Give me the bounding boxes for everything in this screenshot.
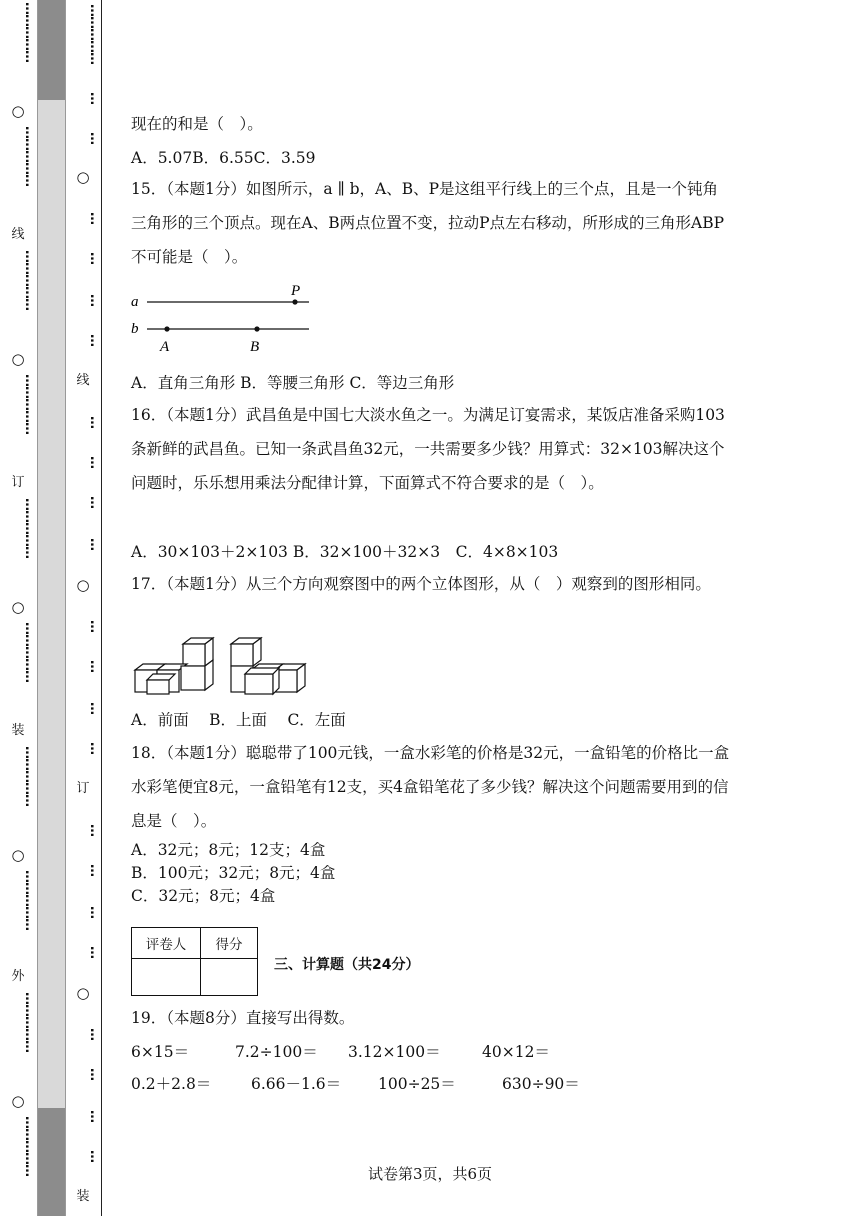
binding-label-order: 订: [76, 781, 90, 796]
score-table-score: 得分: [201, 928, 258, 959]
binding-circle: ○: [11, 102, 25, 120]
label-b: b: [131, 321, 139, 337]
binding-circle: ○: [76, 168, 90, 186]
q14-options: A．5.07B．6.55C．3.59: [131, 149, 316, 167]
binding-circle: ○: [76, 576, 90, 594]
binding-circle: ○: [11, 598, 25, 616]
score-table: [131, 927, 258, 996]
calc-item: 40×12＝: [482, 1043, 550, 1061]
calc-item: 3.12×100＝: [348, 1043, 441, 1061]
binding-circle: ○: [11, 846, 25, 864]
page-footer: 试卷第3页，共6页: [367, 1165, 493, 1183]
q15-text: 15．（本题1分）如图所示，a ∥ b，A、B、P是这组平行线上的三个点，且是一个钝角三角形的三个顶点。现在A、B两点位置不变，拉动P点左右移动，所形成的三角形ABP不可能是（ ）。: [131, 180, 725, 266]
calc-item: 6×15＝: [131, 1043, 190, 1061]
binding-label-line: 线: [11, 227, 25, 242]
binding-gray-bar: [37, 0, 66, 1216]
score-table-grader-cell[interactable]: [132, 959, 201, 996]
label-a: a: [131, 294, 139, 310]
binding-circle: ○: [76, 984, 90, 1002]
q17-text: 17．（本题1分）从三个方向观察图中的两个立体图形，从（ ）观察到的图形相同。: [131, 575, 711, 593]
q14-tail: 现在的和是（ ）。: [131, 115, 263, 133]
q18-text: 18．（本题1分）聪聪带了100元钱，一盒水彩笔的价格是32元，一盒铅笔的价格比一盒水彩笔便宜8元，一盒铅笔有12支，买4盒铅笔花了多少钱？解决这个问题需要用到的信息是（ ）。: [131, 744, 730, 830]
calc-item: 100÷25＝: [378, 1075, 456, 1093]
parallel-lines-figure: [131, 280, 321, 356]
q17-options: A．前面 B．上面 C．左面: [131, 711, 346, 729]
label-point-a: A: [160, 339, 170, 355]
label-p: P: [291, 283, 301, 299]
section-3-heading: 三、计算题（共24分）: [274, 957, 420, 973]
binding-label-order: 订: [11, 475, 25, 490]
cubes-figure: [131, 634, 311, 696]
outer-binding-strip: …………… ○ …………… 线 …………… ○ …………… 订 …………… ○ …………… 装 …………… ○ …………… 外 …………… ○ ……………: [0, 0, 36, 1216]
binding-circle: ○: [11, 350, 25, 368]
calc-item: 7.2÷100＝: [235, 1043, 318, 1061]
q16-text: 16．（本题1分）武昌鱼是中国七大淡水鱼之一。为满足订宴需求，某饭店准备采购103条新鲜的武昌鱼。已知一条武昌鱼32元，一共需要多少钱？用算式：32×103解决这个问题时，乐乐想用乘法分配律计算，下面算式不符合要求的是（ ）。: [131, 406, 725, 492]
score-table-grader: 评卷人: [132, 928, 201, 959]
q15-options: A．直角三角形 B．等腰三角形 C．等边三角形: [131, 374, 455, 392]
q18-option-c: C．32元；8元；4盒: [131, 887, 276, 905]
q18-option-b: B．100元；32元；8元；4盒: [131, 864, 336, 882]
binding-circle: ○: [11, 1092, 25, 1110]
calc-item: 6.66－1.6＝: [251, 1075, 342, 1093]
binding-label-bind: 装: [76, 1189, 90, 1204]
calc-item: 630÷90＝: [502, 1075, 580, 1093]
q19-text: 19．（本题8分）直接写出得数。: [131, 1009, 355, 1027]
binding-label-bind: 装: [11, 723, 25, 738]
score-table-score-cell[interactable]: [201, 959, 258, 996]
binding-label-outer: 外: [11, 969, 25, 984]
binding-label-line: 线: [76, 373, 90, 388]
q18-option-a: A．32元；8元；12支；4盒: [131, 841, 326, 859]
q16-options: A．30×103＋2×103 B．32×100＋32×3 C．4×8×103: [131, 543, 559, 561]
inner-binding-strip: …………… … … ○ … … … … 线 … … … … ○ … … … … 订 … … … … ○ … … … … 装: [65, 0, 102, 1216]
calc-item: 0.2＋2.8＝: [131, 1075, 212, 1093]
label-point-b: B: [250, 339, 260, 355]
